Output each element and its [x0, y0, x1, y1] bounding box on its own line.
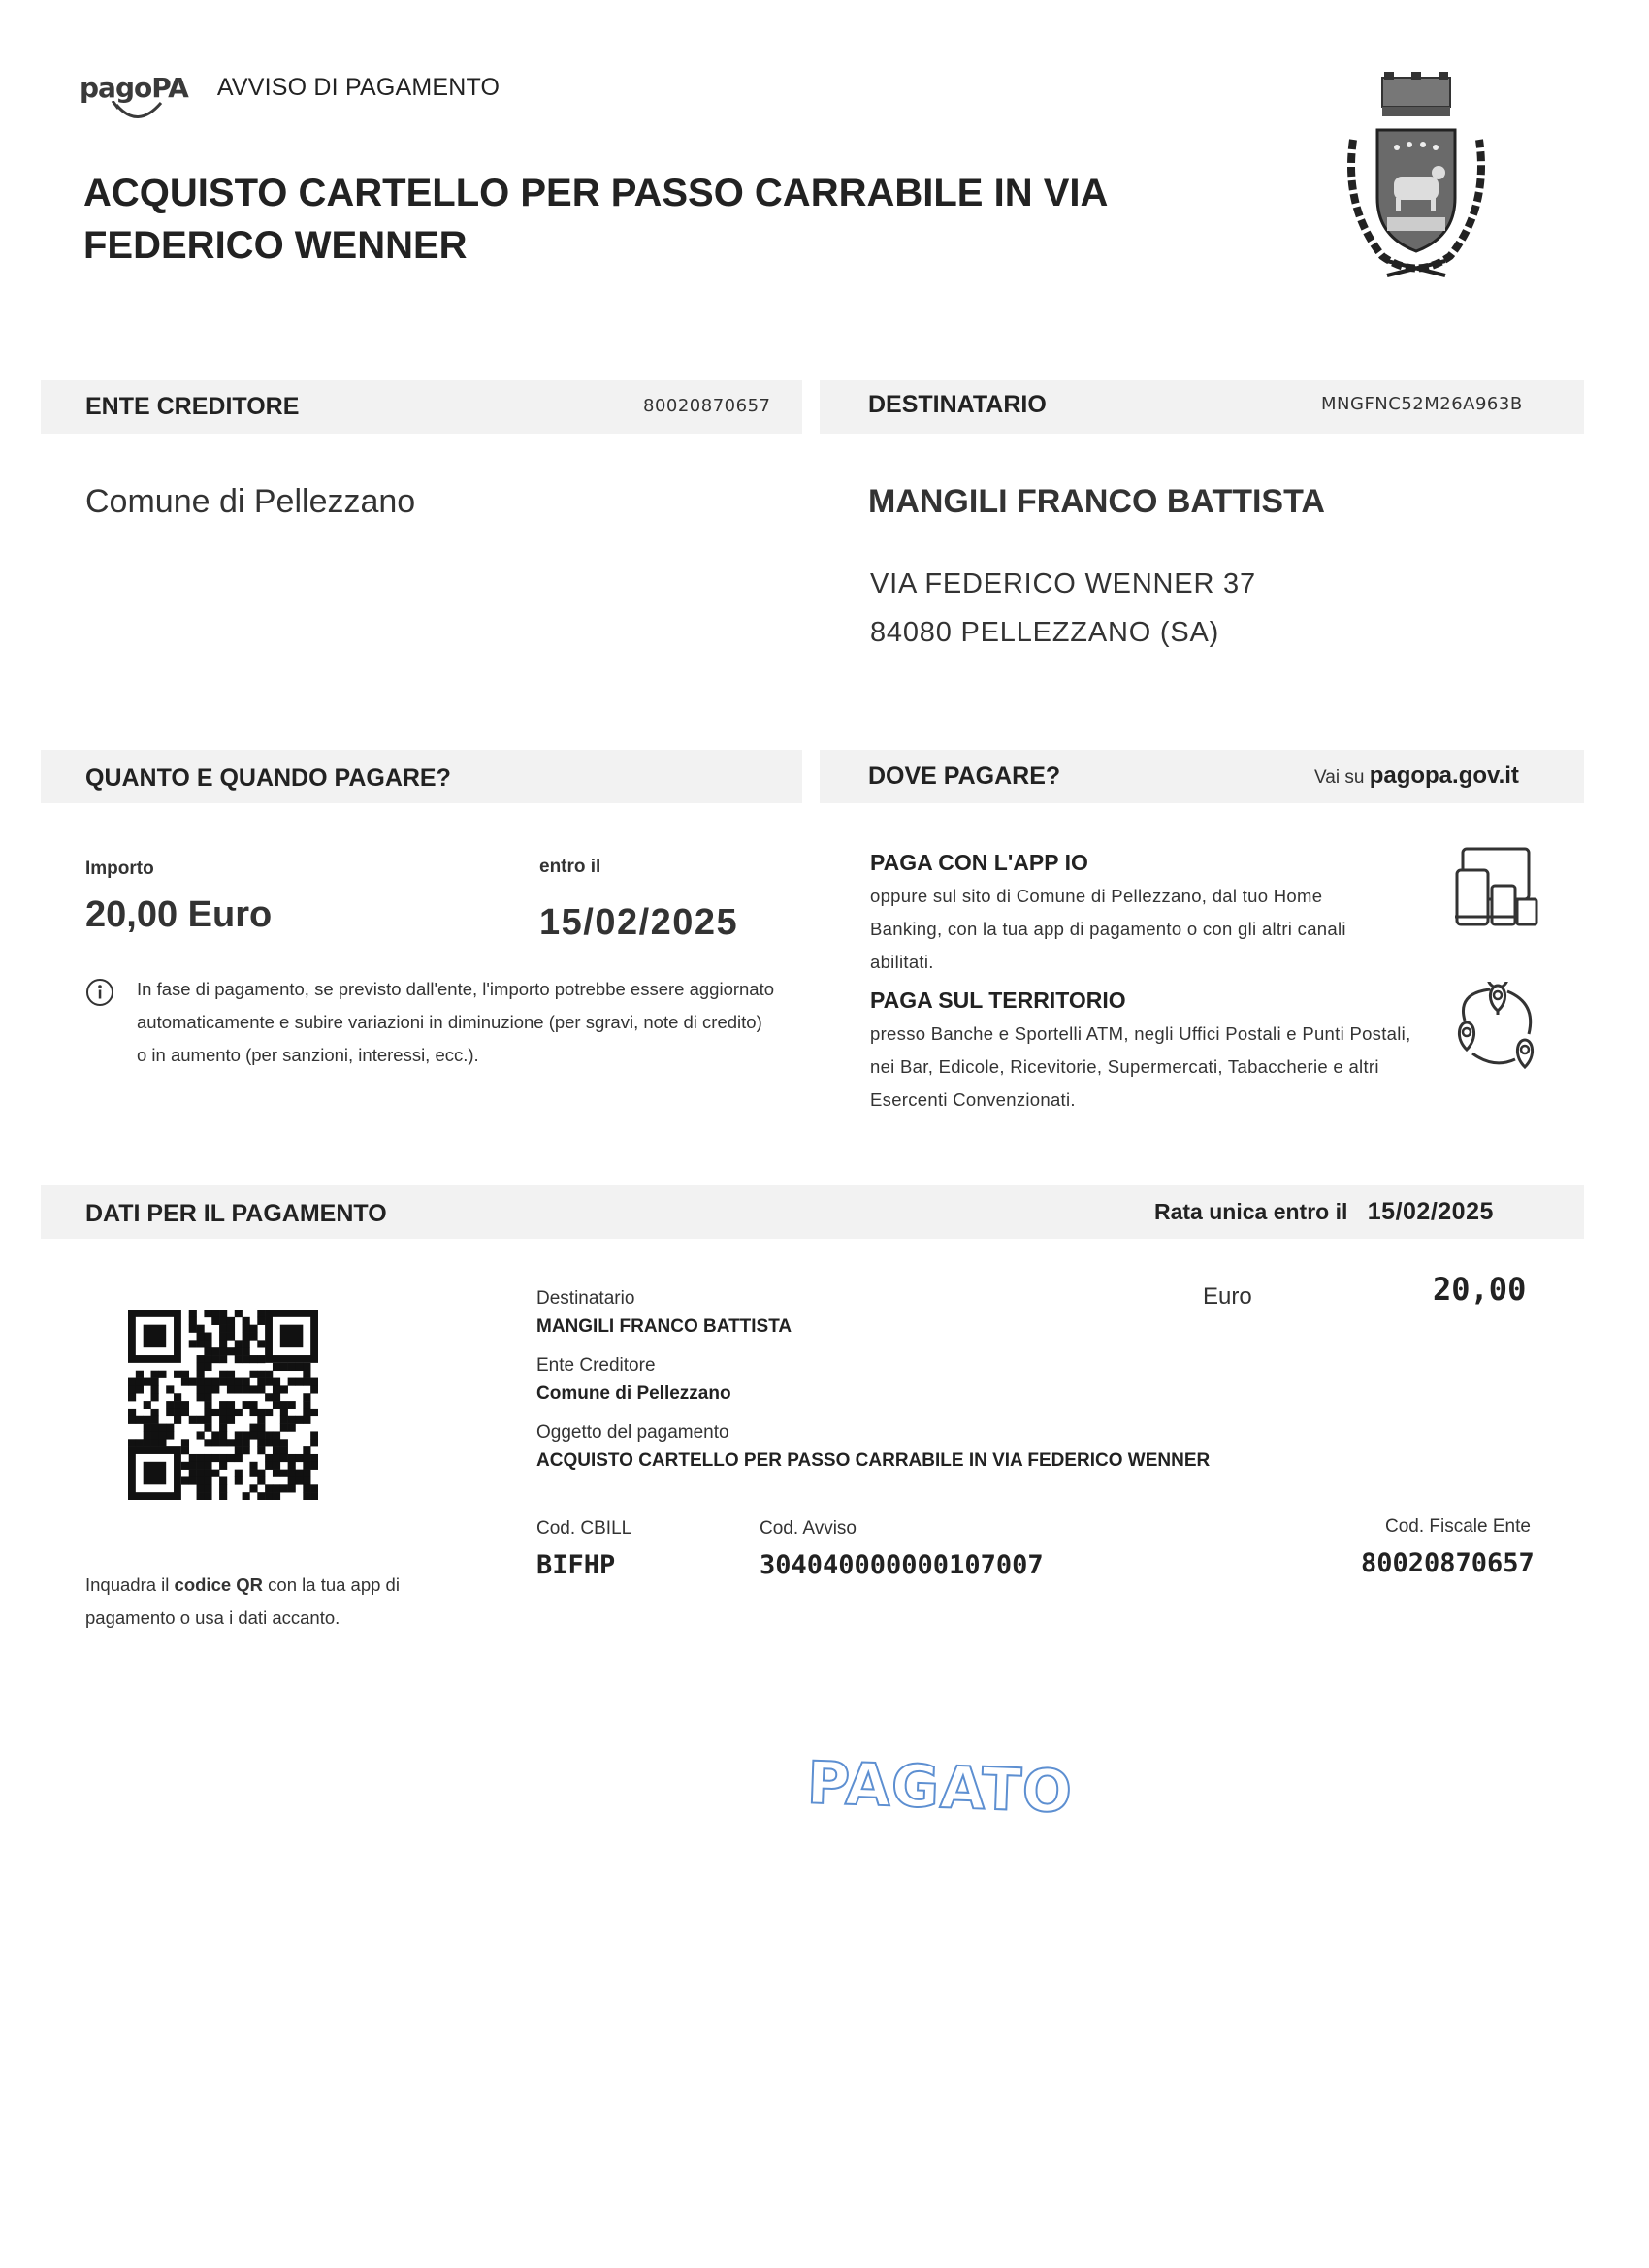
euro-value: 20,00: [1433, 1271, 1527, 1308]
amount-note: In fase di pagamento, se previsto dall'ente, l'importo potrebbe essere aggiornato automaticamente e subire variazioni in diminuzione (per sgravi, note di credito) o in aumento (per sanzioni, interessi, ecc.).: [137, 979, 775, 1065]
qr-caption-post: con la tua app di pagamento o usa i dati accanto.: [85, 1574, 400, 1628]
euro-label: Euro: [1203, 1283, 1252, 1310]
rata-unica: [1154, 1198, 1494, 1226]
pagopa-logo-text: pagoPA: [80, 72, 188, 104]
qr-caption-pre: Inquadra il: [85, 1574, 175, 1595]
territorio-title: PAGA SUL TERRITORIO: [870, 988, 1126, 1013]
qr-caption: [85, 1569, 454, 1635]
pagopa-swoosh-icon: [109, 101, 167, 128]
dati-oggetto-value: ACQUISTO CARTELLO PER PASSO CARRABILE IN VIA FEDERICO WENNER: [536, 1450, 1211, 1471]
doc-type: AVVISO DI PAGAMENTO: [216, 74, 501, 101]
qr-caption-bold: codice QR: [174, 1574, 264, 1595]
cbill-label: Cod. CBILL: [536, 1518, 632, 1539]
municipal-crest-icon: [1334, 72, 1499, 285]
rata-label: Rata unica entro il: [1154, 1199, 1348, 1224]
due-label: entro il: [539, 857, 601, 877]
fiscale-label: Cod. Fiscale Ente: [1385, 1516, 1531, 1537]
dati-destinatario-value: MANGILI FRANCO BATTISTA: [536, 1316, 792, 1337]
paid-stamp: PAGATO: [805, 1749, 1075, 1827]
destinatario-section-label: DESTINATARIO: [868, 391, 1047, 418]
fiscale-value: 80020870657: [1361, 1548, 1535, 1578]
amount-label: Importo: [85, 859, 154, 879]
territorio-text: presso Banche e Sportelli ATM, negli Uffici Postali e Punti Postali, nei Bar, Edicole, Ricevitorie, Supermercati, Tabaccherie e altri Esercenti Convenzionati.: [870, 1023, 1411, 1110]
avviso-value: 304040000000107007: [760, 1550, 1044, 1580]
page-title: ACQUISTO CARTELLO PER PASSO CARRABILE IN VIA FEDERICO WENNER: [83, 172, 1107, 267]
due-date: 15/02/2025: [539, 902, 739, 943]
dati-ente-value: Comune di Pellezzano: [536, 1383, 731, 1404]
destinatario-code: MNGFNC52M26A963B: [1321, 394, 1523, 414]
destinatario-address-line2: 84080 PELLEZZANO (SA): [870, 617, 1220, 648]
destinatario-name: MANGILI FRANCO BATTISTA: [868, 483, 1325, 520]
pagopa-logo: [80, 72, 188, 104]
ente-name: Comune di Pellezzano: [85, 483, 416, 520]
info-icon: [85, 978, 114, 1007]
destinatario-address-line1: VIA FEDERICO WENNER 37: [870, 568, 1256, 599]
dati-oggetto-label: Oggetto del pagamento: [536, 1422, 729, 1442]
app-io-title: PAGA CON L'APP IO: [870, 850, 1088, 875]
dati-ente-label: Ente Creditore: [536, 1355, 656, 1376]
ente-code: 80020870657: [643, 396, 771, 416]
amount-value: 20,00 Euro: [85, 894, 273, 935]
dati-destinatario-label: Destinatario: [536, 1288, 635, 1309]
dove-section-label: DOVE PAGARE?: [868, 762, 1061, 790]
avviso-label: Cod. Avviso: [760, 1518, 857, 1539]
payment-qr-code: [128, 1310, 318, 1500]
header-brand: [80, 72, 500, 104]
dati-section-label: DATI PER IL PAGAMENTO: [85, 1200, 387, 1227]
rata-date: 15/02/2025: [1367, 1198, 1494, 1225]
devices-icon: [1453, 847, 1538, 928]
map-pins-icon: [1451, 982, 1542, 1071]
ente-section-label: ENTE CREDITORE: [85, 393, 300, 420]
vai-su-label: Vai su: [1314, 767, 1365, 788]
vai-su: [1314, 762, 1519, 790]
app-io-text: oppure sul sito di Comune di Pellezzano, dal tuo Home Banking, con la tua app di pagamento o con gli altri canali abilitati.: [870, 886, 1346, 972]
pagopa-site-link[interactable]: pagopa.gov.it: [1369, 762, 1519, 789]
quanto-section-label: QUANTO E QUANDO PAGARE?: [85, 764, 451, 792]
cbill-value: BIFHP: [536, 1550, 616, 1580]
